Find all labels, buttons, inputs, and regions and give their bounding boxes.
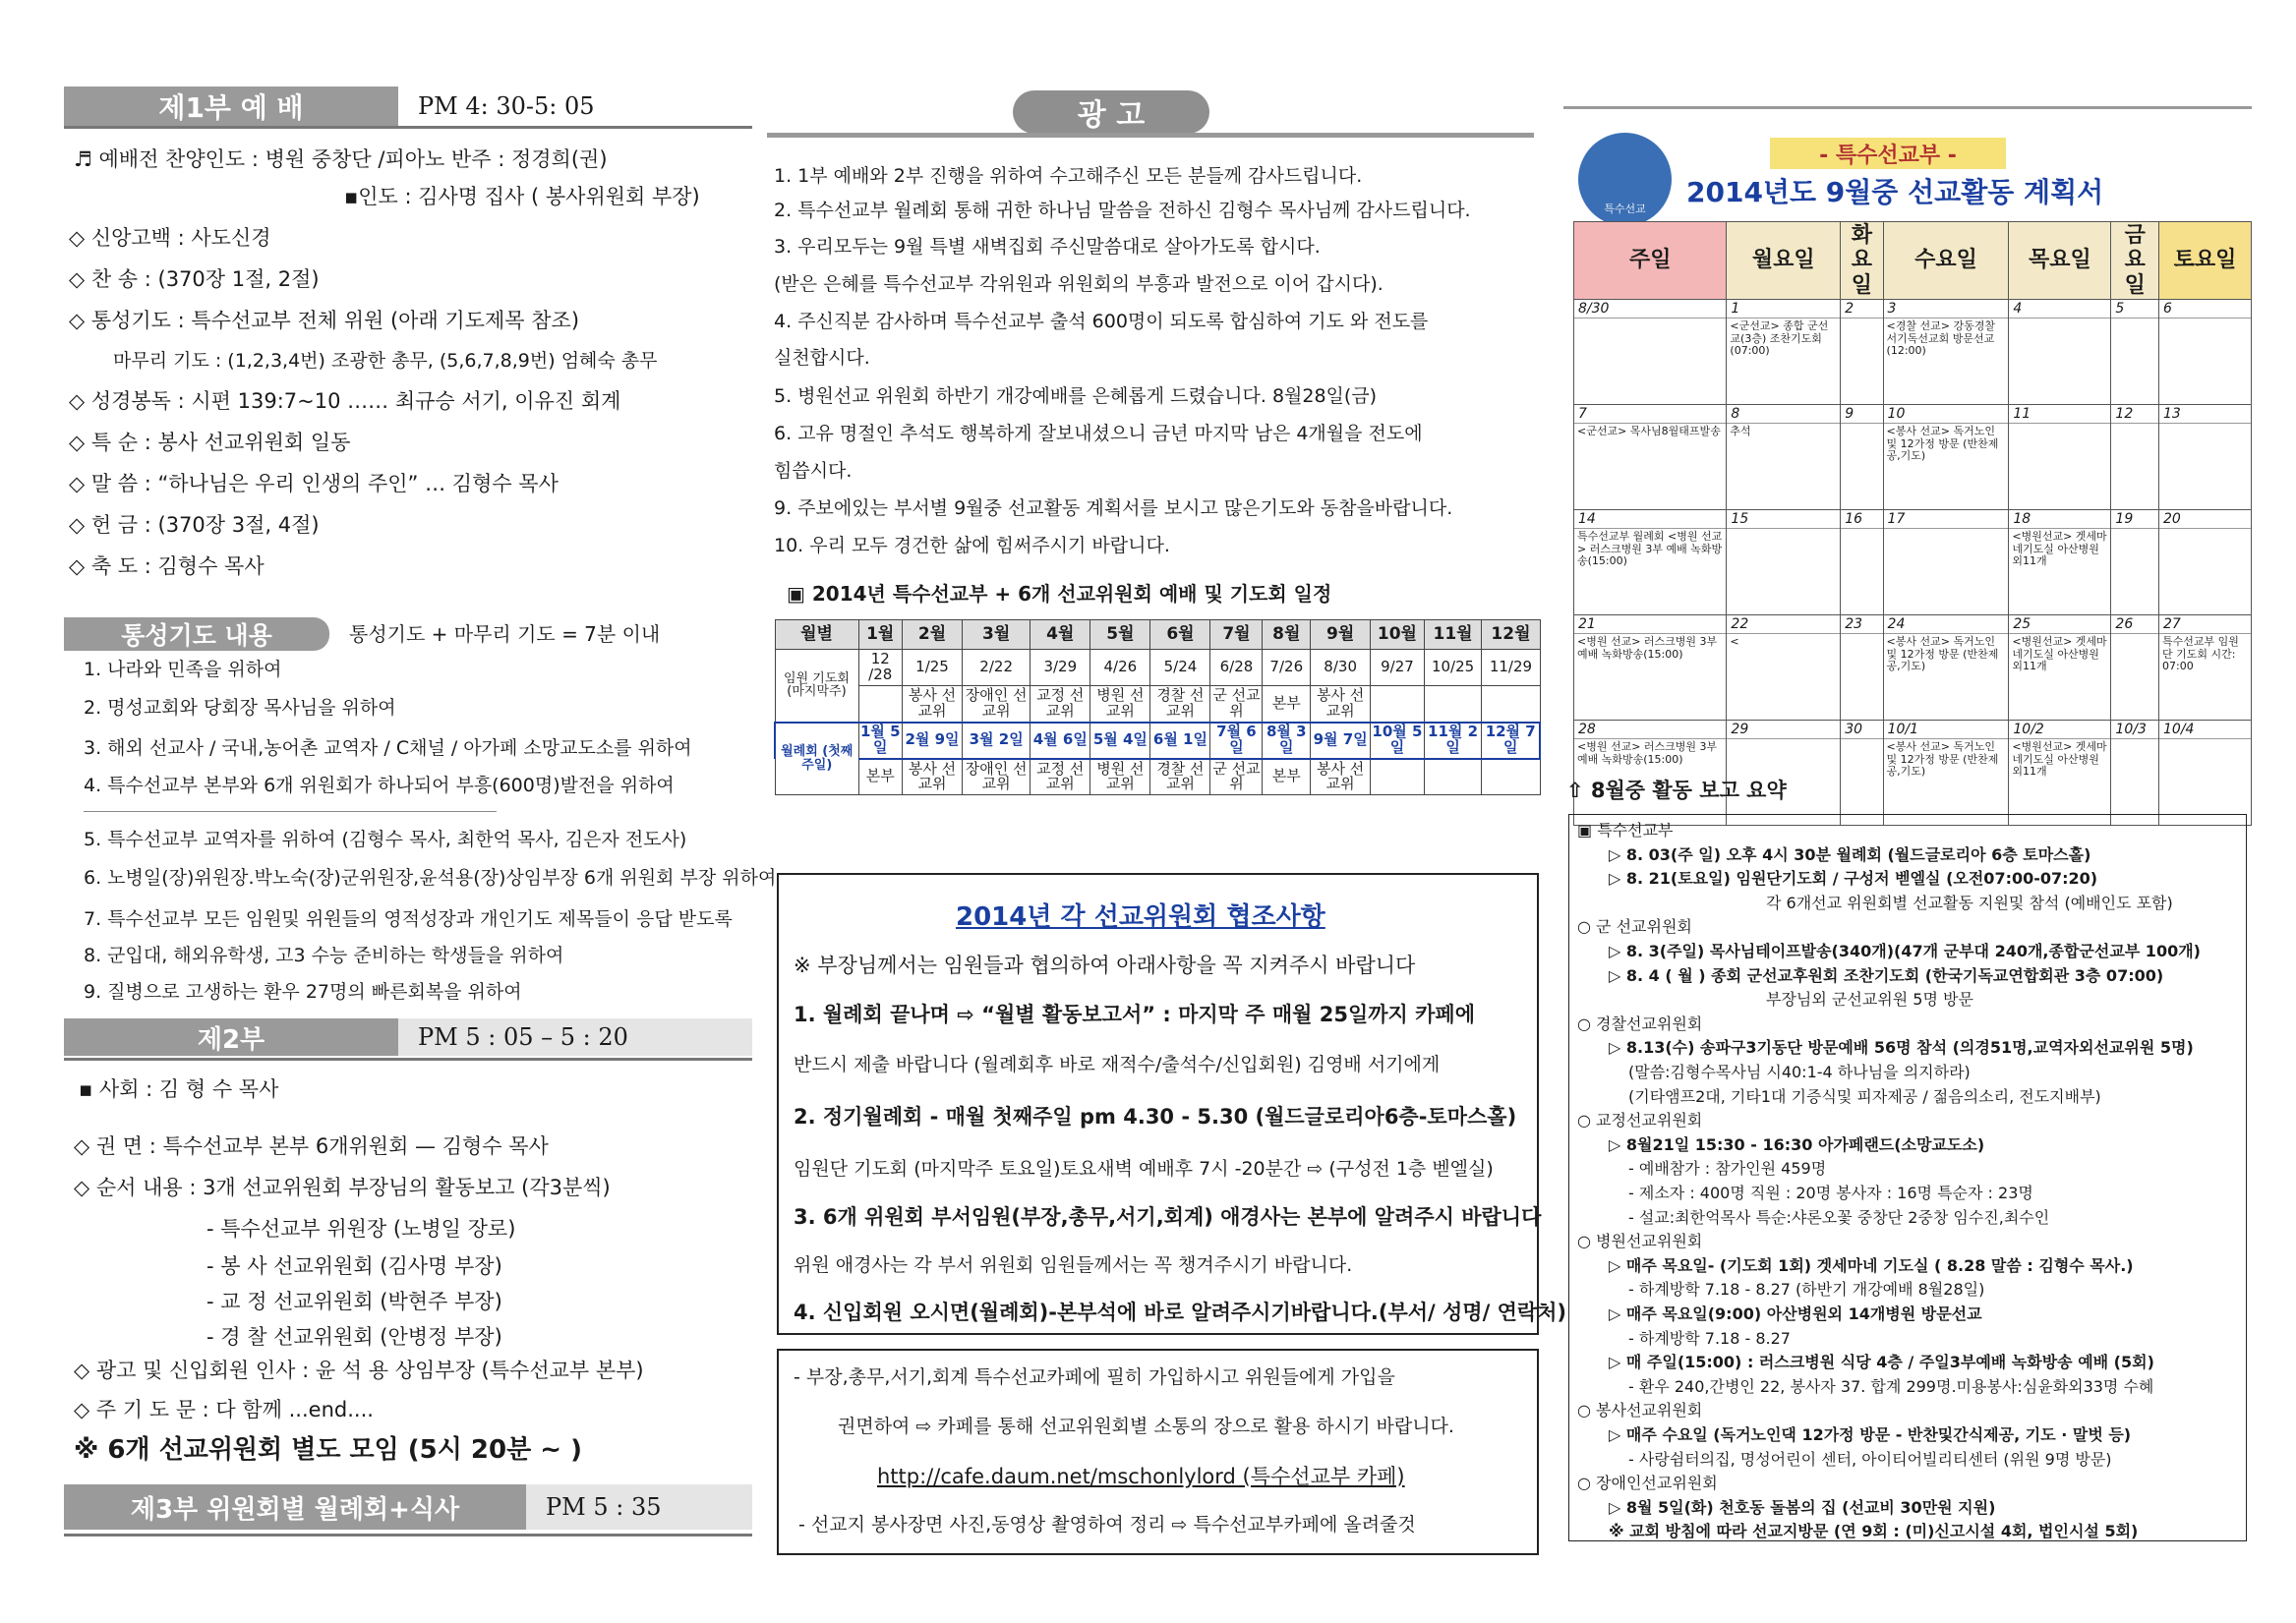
report-line: ○ 군 선교위원회 [1577,917,1692,937]
report-line: ▷ 매 주일(15:00) : 러스크병원 식당 4층 / 주일3부예배 녹화방송 예배 (5회) [1609,1353,2154,1372]
p2-line: - 특수선교부 위원장 (노병일 장로) [206,1217,516,1241]
schedule-cell: 병원 선교위 [1090,759,1150,795]
schedule-cell: 봉사 선교위 [1311,686,1371,723]
calendar-day-cell [2111,404,2159,509]
calendar-day-cell [2111,299,2159,404]
report-line: ○ 교정선교위원회 [1577,1111,1703,1130]
schedule-row-dates2 [775,723,1540,759]
schedule-row-hosts2 [775,759,1540,795]
schedule-cell: 9/27 [1371,650,1425,686]
schedule-cell: 교정 선교위 [1030,759,1090,795]
p1-line: ◇ 말 씀 : “하나님은 우리 인생의 주인” … 김형수 목사 [69,472,559,495]
calendar-date: 18 [2009,511,2110,529]
report-line: ○ 봉사선교위원회 [1577,1401,1703,1420]
calendar-event: <군선교> 종합 군선교(3층) 조찬기도회(07:00) [1730,319,1829,358]
report-line: (기타앰프2대, 기타1대 기증식및 피자제공 / 젊음의소리, 전도지배부) [1628,1086,2101,1106]
calendar-date: 5 [2111,301,2158,319]
calendar-date: 14 [1574,511,1726,529]
part2-label: 제2부 [64,1018,398,1056]
schedule-cell: 본부 [858,759,902,795]
schedule-cell [1482,686,1540,723]
calendar-header [1574,222,2252,300]
calendar-date: 30 [1841,722,1882,739]
p2-line: ◇ 권 면 : 특수선교부 본부 6개위원회 — 김형수 목사 [74,1134,549,1158]
report-line: ▷ 8. 3(주일) 목사님테이프발송(340개)(47개 군부대 240개,종합군선교부 100개) [1609,942,2201,960]
p2-line: - 교 정 선교위원회 (박현주 부장) [206,1290,502,1313]
calendar-day-cell [1883,404,2009,509]
schedule-cell [1424,759,1482,795]
calendar-event: <병원선교> 겟세마네기도실 아산병원외11개 [2012,529,2107,568]
calendar-date: 7 [1574,406,1726,424]
schedule-header-cell: 1월 [858,620,902,650]
schedule-cell: 본부 [1263,686,1311,723]
coop-note: ※ 부장님께서는 임원들과 협의하여 아래사항을 꼭 지켜주시 바랍니다 [794,954,1416,977]
dept-logo [1578,133,1672,226]
schedule-cell: 5월 4일 [1090,723,1150,759]
p1-line: ▪인도 : 김사명 집사 ( 봉사위원회 부장) [344,185,700,208]
calendar-day-cell [2111,720,2159,825]
calendar-date: 26 [2111,616,2158,634]
schedule-cell: 2월 9일 [902,723,962,759]
report-line: ▣ 특수선교부 [1577,821,1674,840]
prayer-item: 8. 군입대, 해외유학생, 고3 수능 준비하는 학생들을 위하여 [84,945,564,966]
calendar-date: 8/30 [1574,301,1726,319]
schedule-cell: 7/26 [1263,650,1311,686]
calendar-date: 3 [1884,301,2009,319]
schedule-row-label: 월례회 (첫째 주일) [775,723,858,795]
calendar-day-cell [1574,509,1727,614]
calendar-day-cell [1883,509,2009,614]
report-line: ▷ 8월 5일(화) 천호동 돌봄의 집 (선교비 30만원 지원) [1609,1497,1996,1517]
schedule-cell: 경찰 선교위 [1150,686,1210,723]
schedule-cell [1424,686,1482,723]
schedule-cell: 6/28 [1210,650,1263,686]
report-line: ▷ 매주 수요일 (독거노인댁 12가정 방문 - 반찬및간식제공, 기도 · 말벗 등) [1609,1425,2132,1444]
calendar-event: <병원 선교> 러스크병원 3부 예배 녹화방송(15:00) [1577,634,1718,661]
schedule-header-cell: 12월 [1482,620,1540,650]
calendar-day-header: 금요일 [2111,222,2159,300]
plan-title: 2014년도 9월중 선교활동 계획서 [1686,176,2104,208]
report-box [1568,814,2247,1541]
report-line: ▷ 8. 21(토요일) 임원단기도회 / 구성저 벧엘실 (오전07:00-07:20) [1609,869,2098,889]
schedule-row-hosts1 [775,686,1540,723]
cafe-box [777,1349,1539,1555]
schedule-row-label: 임원 기도회 (마지막주) [775,650,858,723]
part2-time: PM 5 : 05 – 5 : 20 [418,1023,628,1051]
calendar-day-cell [2009,509,2111,614]
calendar-date: 2 [1841,301,1882,319]
p2-line: ※ 6개 선교위원회 별도 모임 (5시 20분 ~ ) [74,1435,582,1465]
part3-label: 제3부 위원회별 월례회+식사 [64,1484,526,1530]
ad-item: 힘씁시다. [774,460,853,482]
left-column [59,0,777,1623]
schedule-header-cell: 5월 [1090,620,1150,650]
calendar-week [1574,299,2252,404]
coop-item: 임원단 기도회 (마지막주 토요일)토요새벽 예배후 7시 -20분간 ⇨ (구성전 1층 벧엘실) [794,1158,1494,1180]
calendar-day-cell [1727,509,1841,614]
report-line: - 하계방학 7.18 - 8.27 [1628,1328,1791,1348]
calendar-event: <병원선교> 겟세마네기도실 아산병원외11개 [2012,739,2107,779]
report-line: (말씀:김형수목사님 시40:1-4 하나님을 의지하라) [1628,1063,1971,1081]
p2-line: ◇ 순서 내용 : 3개 선교위원회 부장님의 활동보고 (각3분씩) [74,1176,611,1199]
calendar-event: < [1730,634,1739,648]
schedule-cell: 군 선교위 [1210,686,1263,723]
calendar-date: 27 [2159,616,2251,634]
schedule-cell: 8/30 [1311,650,1371,686]
calendar-day-cell [1841,509,1883,614]
schedule-cell [1371,686,1425,723]
p2-line: - 봉 사 선교위원회 (김사명 부장) [206,1254,502,1278]
calendar-event: <봉사 선교> 독거노인 및 12가정 방문 (반찬제공,기도) [1886,634,1999,673]
schedule-cell: 봉사 선교위 [902,759,962,795]
schedule-cell [1482,759,1540,795]
p1-line: ◇ 찬 송 : (370장 1절, 2절) [69,267,320,291]
prayer-item: 4. 특수선교부 본부와 6개 위원회가 하나되어 부흥(600명)발전을 위하여 [84,775,675,796]
calendar-date: 19 [2111,511,2158,529]
schedule-cell: 11월 2일 [1424,723,1482,759]
report-title: ⇧ 8월중 활동 보고 요약 [1566,779,1787,802]
ad-item: 3. 우리모두는 9월 특별 새벽집회 주신말씀대로 살아가도록 합시다. [774,236,1321,258]
prayer-item: 5. 특수선교부 교역자를 위하여 (김형수 목사, 최한억 목사, 김은자 전도사) [84,829,687,850]
calendar-day-cell [2159,509,2252,614]
schedule-header-cell: 9월 [1311,620,1371,650]
ad-item: 2. 특수선교부 월례회 통해 귀한 하나님 말씀을 전하신 김형수 목사님께 감사드립니다. [774,200,1471,221]
prayer-item: 1. 나라와 민족을 위하여 [84,659,282,680]
schedule-cell: 3월 2일 [963,723,1030,759]
p1-line: ◇ 신앙고백 : 사도신경 [69,226,271,250]
calendar-date: 16 [1841,511,1882,529]
calendar-day-header: 수요일 [1883,222,2009,300]
schedule-cell [1371,759,1425,795]
calendar-day-cell [2159,299,2252,404]
schedule-header-cell: 10월 [1371,620,1425,650]
part2-header [64,1018,752,1056]
calendar-day-cell [1727,299,1841,404]
schedule-cell: 10/25 [1424,650,1482,686]
p2-line: ◇ 광고 및 신입회원 인사 : 윤 석 용 상임부장 (특수선교부 본부) [74,1359,644,1382]
schedule-header-cell: 3월 [963,620,1030,650]
calendar-day-cell [2159,614,2252,720]
report-line: 부장님외 군선교위원 5명 방문 [1766,990,1973,1010]
schedule-cell: 3/29 [1030,650,1090,686]
ad-title: 광 고 [1013,90,1209,134]
cafe-item: - 부장,총무,서기,회계 특수선교카페에 필히 가입하시고 위원들에게 가입을 [794,1366,1395,1388]
part3-header [64,1484,752,1530]
schedule-cell: 장애인 선교위 [963,686,1030,723]
prayer-label: 통성기도 내용 [64,617,329,651]
calendar-date: 4 [2009,301,2110,319]
calendar-day-header: 목요일 [2009,222,2111,300]
calendar-day-cell [1841,614,1883,720]
calendar-event: 추석 [1730,424,1751,437]
coop-item: 3. 6개 위원회 부서임원(부장,총무,서기,회계) 애경사는 본부에 알려주시 바랍니다 [794,1205,1542,1229]
p1-line: ◇ 성경봉독 : 시편 139:7~10 …… 최규승 서기, 이유진 회계 [69,389,621,413]
report-line: - 환우 240,간병인 22, 봉사자 37. 합계 299명.미용봉사:심윤화외33명 수혜 [1628,1376,2154,1396]
calendar-day-cell [2009,299,2111,404]
coop-item: 2. 정기월례회 - 매월 첫째주일 pm 4.30 - 5.30 (월드글로리아6층-토마스홀) [794,1105,1517,1129]
schedule-cell: 11/29 [1482,650,1540,686]
ad-item: 5. 병원선교 위원회 하반기 개강예배를 은혜롭게 드렸습니다. 8월28일(금) [774,385,1378,407]
report-line: ▷ 8월21일 15:30 - 16:30 아가페랜드(소망교도소) [1609,1134,1985,1154]
calendar-day-cell [1883,299,2009,404]
schedule-cell: 5/24 [1150,650,1210,686]
calendar-day-cell [2009,720,2111,825]
coop-item: 위원 애경사는 각 부서 위원회 임원들께서는 꼭 챙겨주시기 바랍니다. [794,1254,1353,1276]
p1-line: ◇ 특 순 : 봉사 선교위원회 일동 [69,431,351,454]
calendar-day-cell [1883,720,2009,825]
schedule-cell: 봉사 선교위 [902,686,962,723]
cafe-link[interactable]: http://cafe.daum.net/mschonlylord (특수선교부 카페) [877,1465,1405,1488]
calendar-week [1574,614,2252,720]
dept-logo-text: 특수선교 [1604,203,1646,215]
report-line: ▷ 8.13(수) 송파구3기동단 방문예배 56명 참석 (의경51명,교역자외선교위원 5명) [1609,1038,2194,1058]
part1-label: 제1부 예 배 [64,87,398,126]
p2-line: ▪ 사회 : 김 형 수 목사 [79,1077,279,1101]
calendar-event: <병원 선교> 러스크병원 3부 예배 녹화방송(15:00) [1577,739,1718,766]
schedule-cell: 9월 7일 [1311,723,1371,759]
calendar-week [1574,509,2252,614]
calendar-date: 20 [2159,511,2251,529]
schedule-cell: 병원 선교위 [1090,686,1150,723]
schedule-cell: 4/26 [1090,650,1150,686]
calendar-date: 17 [1884,511,2009,529]
calendar-event: 특수선교부 월례회 <병원 선교> 러스크병원 3부 예배 녹화방송(15:00) [1577,529,1723,568]
part1-time: PM 4: 30-5: 05 [418,92,595,120]
report-line: - 제소자 : 400명 직원 : 20명 봉사자 : 16명 특순자 : 23명 [1628,1184,2033,1202]
p1-line: ◇ 축 도 : 김형수 목사 [69,554,265,578]
plan-dept: - 특수선교부 - [1770,138,2006,169]
ad-item: 10. 우리 모두 경건한 삶에 힘써주시기 바랍니다. [774,535,1170,556]
part3-time: PM 5 : 35 [546,1493,662,1521]
schedule-cell: 12 /28 [858,650,902,686]
prayer-item: 6. 노병일(장)위원장.박노숙(장)군위원장,윤석용(장)상임부장 6개 위원회 부장 위하여 [84,867,777,889]
calendar-date: 28 [1574,722,1726,739]
schedule-header-cell: 7월 [1210,620,1263,650]
calendar-date: 21 [1574,616,1726,634]
report-line: ▷ 매주 목요일- (기도회 1회) 겟세마네 기도실 ( 8.28 말씀 : 김형수 목사.) [1609,1255,2134,1275]
report-line: ▷ 8. 03(주 일) 오후 4시 30분 월례회 (월드글로리아 6층 토마스홀) [1609,844,2091,864]
calendar-day-cell [2159,404,2252,509]
report-line: - 예배참가 : 참가인원 459명 [1628,1159,1827,1179]
report-line: - 사랑쉼터의집, 명성어린이 센터, 아이티어빌리티센터 (위원 9명 방문) [1628,1449,2112,1469]
calendar-date: 1 [1727,301,1840,319]
calendar-day-cell [2111,614,2159,720]
calendar-day-cell [2009,614,2111,720]
p2-line: ◇ 주 기 도 문 : 다 함께 ...end.... [74,1398,374,1421]
prayer-item: 2. 명성교회와 당회장 목사님을 위하여 [84,697,396,719]
calendar-date: 10/2 [2009,722,2110,739]
calendar-date: 11 [2009,406,2110,424]
coop-title: 2014년 각 선교위원회 협조사항 [956,902,1325,932]
coop-item: 4. 신입회원 오시면(월례회)-본부석에 바로 알려주시기바랍니다.(부서/ 성명/ 연락처) [794,1301,1567,1324]
report-line: ▷ 매주 목요일(9:00) 아산병원외 14개병원 방문선교 [1609,1304,1982,1323]
calendar-date: 10/3 [2111,722,2158,739]
calendar-day-cell [1574,614,1727,720]
prayer-item: 7. 특수선교부 모든 임원및 위원들의 영적성장과 개인기도 제목들이 응답 받도록 [84,908,733,930]
calendar-day-cell [1883,614,2009,720]
p1-line: ◇ 통성기도 : 특수선교부 전체 위원 (아래 기도제목 참조) [69,309,580,332]
cafe-item: - 선교지 봉사장면 사진,동영상 촬영하여 정리 ⇨ 특수선교부카페에 올려줄것 [798,1514,1416,1536]
p2-line: - 경 찰 선교위원회 (안병정 부장) [206,1325,502,1349]
calendar-event: 특수선교부 임원단 기도회 시간: 07:00 [2162,634,2239,673]
calendar-day-cell [1574,404,1727,509]
schedule-cell: 교정 선교위 [1030,686,1090,723]
calendar-day-cell [2159,720,2252,825]
schedule-cell: 1월 5일 [858,723,902,759]
calendar-date: 10 [1884,406,2009,424]
report-line: ○ 장애인선교위원회 [1577,1474,1718,1493]
coop-item: 1. 월례회 끝나며 ⇨ “월별 활동보고서” : 마지막 주 매월 25일까지 카페에 [794,1003,1475,1026]
schedule-header-cell: 월별 [775,620,858,650]
prayer-rule: 통성기도 + 마무리 기도 = 7분 이내 [349,622,661,646]
calendar-date: 8 [1727,406,1840,424]
calendar-date: 10/4 [2159,722,2251,739]
calendar-week [1574,720,2252,825]
ad-item: 9. 주보에있는 부서별 9월중 선교활동 계획서를 보시고 많은기도와 동참을바랍니다. [774,497,1453,519]
calendar-day-header: 토요일 [2159,222,2252,300]
schedule-cell: 4월 6일 [1030,723,1090,759]
report-line: 각 6개선교 위원회별 선교활동 지원및 참석 (예배인도 포함) [1766,893,2173,912]
calendar-day-cell [1841,299,1883,404]
calendar-day-header: 월요일 [1727,222,1841,300]
calendar-day-cell [2111,509,2159,614]
prayer-item: 9. 질병으로 고생하는 환우 27명의 빠른회복을 위하여 [84,981,522,1003]
calendar-date: 10/1 [1884,722,2009,739]
schedule-table [774,619,1541,795]
schedule-cell: 경찰 선교위 [1150,759,1210,795]
schedule-title: ▣ 2014년 특수선교부 + 6개 선교위원회 예배 및 기도회 일정 [787,582,1332,606]
calendar-day-cell [2009,404,2111,509]
report-line: ▷ 8. 4 ( 월 ) 종회 군선교후원회 조찬기도회 (한국기독교연합회관 3층 07:00) [1609,965,2164,985]
calendar-day-header: 주일 [1574,222,1727,300]
schedule-cell: 본부 [1263,759,1311,795]
calendar-date: 23 [1841,616,1882,634]
schedule-row-dates1 [775,650,1540,686]
schedule-cell: 6월 1일 [1150,723,1210,759]
schedule-cell: 장애인 선교위 [963,759,1030,795]
schedule-cell: 7월 6일 [1210,723,1263,759]
calendar-event: <봉사 선교> 독거노인 및 12가정 방문 (반찬제공,기도) [1886,424,1999,463]
schedule-header-row [775,620,1540,650]
coop-item: 반드시 제출 바랍니다 (월례회후 바로 재적수/출석수/신입회원) 김영배 서기에게 [794,1054,1441,1075]
calendar-date: 24 [1884,616,2009,634]
report-line: - 하계방학 7.18 - 8.27 (하반기 개강예배 8월28일) [1628,1280,1985,1300]
calendar-event: <병원선교> 겟세마네기도실 아산병원외11개 [2012,634,2107,673]
schedule-cell: 군 선교위 [1210,759,1263,795]
calendar-day-cell [1574,299,1727,404]
p1-line: 마무리 기도 : (1,2,3,4번) 조광한 총무, (5,6,7,8,9번) 엄혜숙 총무 [113,350,658,372]
calendar-day-cell [1727,720,1841,825]
calendar-date: 29 [1727,722,1840,739]
schedule-cell: 봉사 선교위 [1311,759,1371,795]
schedule-header-cell: 11월 [1424,620,1482,650]
schedule-header-cell: 6월 [1150,620,1210,650]
calendar-date: 13 [2159,406,2251,424]
prayer-header [64,617,752,651]
schedule-header-cell: 8월 [1263,620,1311,650]
calendar-day-header: 화요일 [1841,222,1883,300]
schedule-header-cell: 4월 [1030,620,1090,650]
ad-item: 실천합시다. [774,347,870,369]
cafe-item: 권면하여 ⇨ 카페를 통해 선교위원회별 소통의 장으로 활용 하시기 바랍니다. [838,1416,1454,1437]
calendar-day-cell [1841,404,1883,509]
coop-box [777,873,1567,1335]
calendar-date: 25 [2009,616,2110,634]
calendar-date: 9 [1841,406,1882,424]
plan-calendar [1573,221,2252,826]
calendar-event: <봉사 선교> 독거노인 및 12가정 방문 (반찬제공,기도) [1886,739,1999,779]
calendar-day-cell [1841,720,1883,825]
report-line: ○ 경찰선교위원회 [1577,1014,1703,1033]
ad-item: (받은 은혜를 특수선교부 각위원과 위원회의 부흥과 발전으로 이어 갑시다). [774,273,1383,295]
prayer-item: 3. 해외 선교사 / 국내,농어촌 교역자 / C채널 / 아가페 소망교도소를 위하여 [84,737,692,759]
calendar-day-cell [1574,720,1727,825]
ad-item: 4. 주신직분 감사하며 특수선교부 출석 600명이 되도록 합심하여 기도 와 전도를 [774,311,1429,332]
schedule-header-cell: 2월 [902,620,962,650]
schedule-cell: 2/22 [963,650,1030,686]
calendar-week [1574,404,2252,509]
calendar-day-cell [1727,614,1841,720]
calendar-date: 22 [1727,616,1840,634]
calendar-event: <경찰 선교> 강동경찰서기독선교회 방문선교(12:00) [1886,319,1995,358]
report-line: ○ 병원선교위원회 [1577,1232,1703,1251]
report-line: - 설교:최한억목사 특순:샤론오꽃 중창단 2중창 임수진,최수인 [1628,1207,2050,1227]
right-column [1559,0,2252,1623]
p1-line: ◇ 헌 금 : (370장 3절, 4절) [69,513,320,537]
calendar-date: 6 [2159,301,2251,319]
middle-column [767,0,1567,1623]
ad-item: 1. 1부 예배와 2부 진행을 위하여 수고해주신 모든 분들께 감사드립니다. [774,165,1363,187]
schedule-cell: 8월 3일 [1263,723,1311,759]
calendar-event: <군선교> 목사님8월태프발송 [1577,424,1721,437]
schedule-cell: 10월 5일 [1371,723,1425,759]
report-line: ※ 교회 방침에 따라 선교지방문 (연 9회 : (미)신고시설 4회, 법인시설 5회) [1609,1522,2139,1541]
part1-header [64,87,752,126]
p1-line: ♬ 예배전 찬양인도 : 병원 중창단 /피아노 반주 : 정경희(권) [74,147,608,171]
calendar-date: 15 [1727,511,1840,529]
calendar-day-cell [1727,404,1841,509]
ad-item: 6. 고유 명절인 추석도 행복하게 잘보내셨으니 금년 마지막 남은 4개월을 전도에 [774,423,1423,444]
schedule-cell [858,686,902,723]
schedule-cell: 1/25 [902,650,962,686]
schedule-cell: 12월 7일 [1482,723,1540,759]
calendar-date: 12 [2111,406,2158,424]
